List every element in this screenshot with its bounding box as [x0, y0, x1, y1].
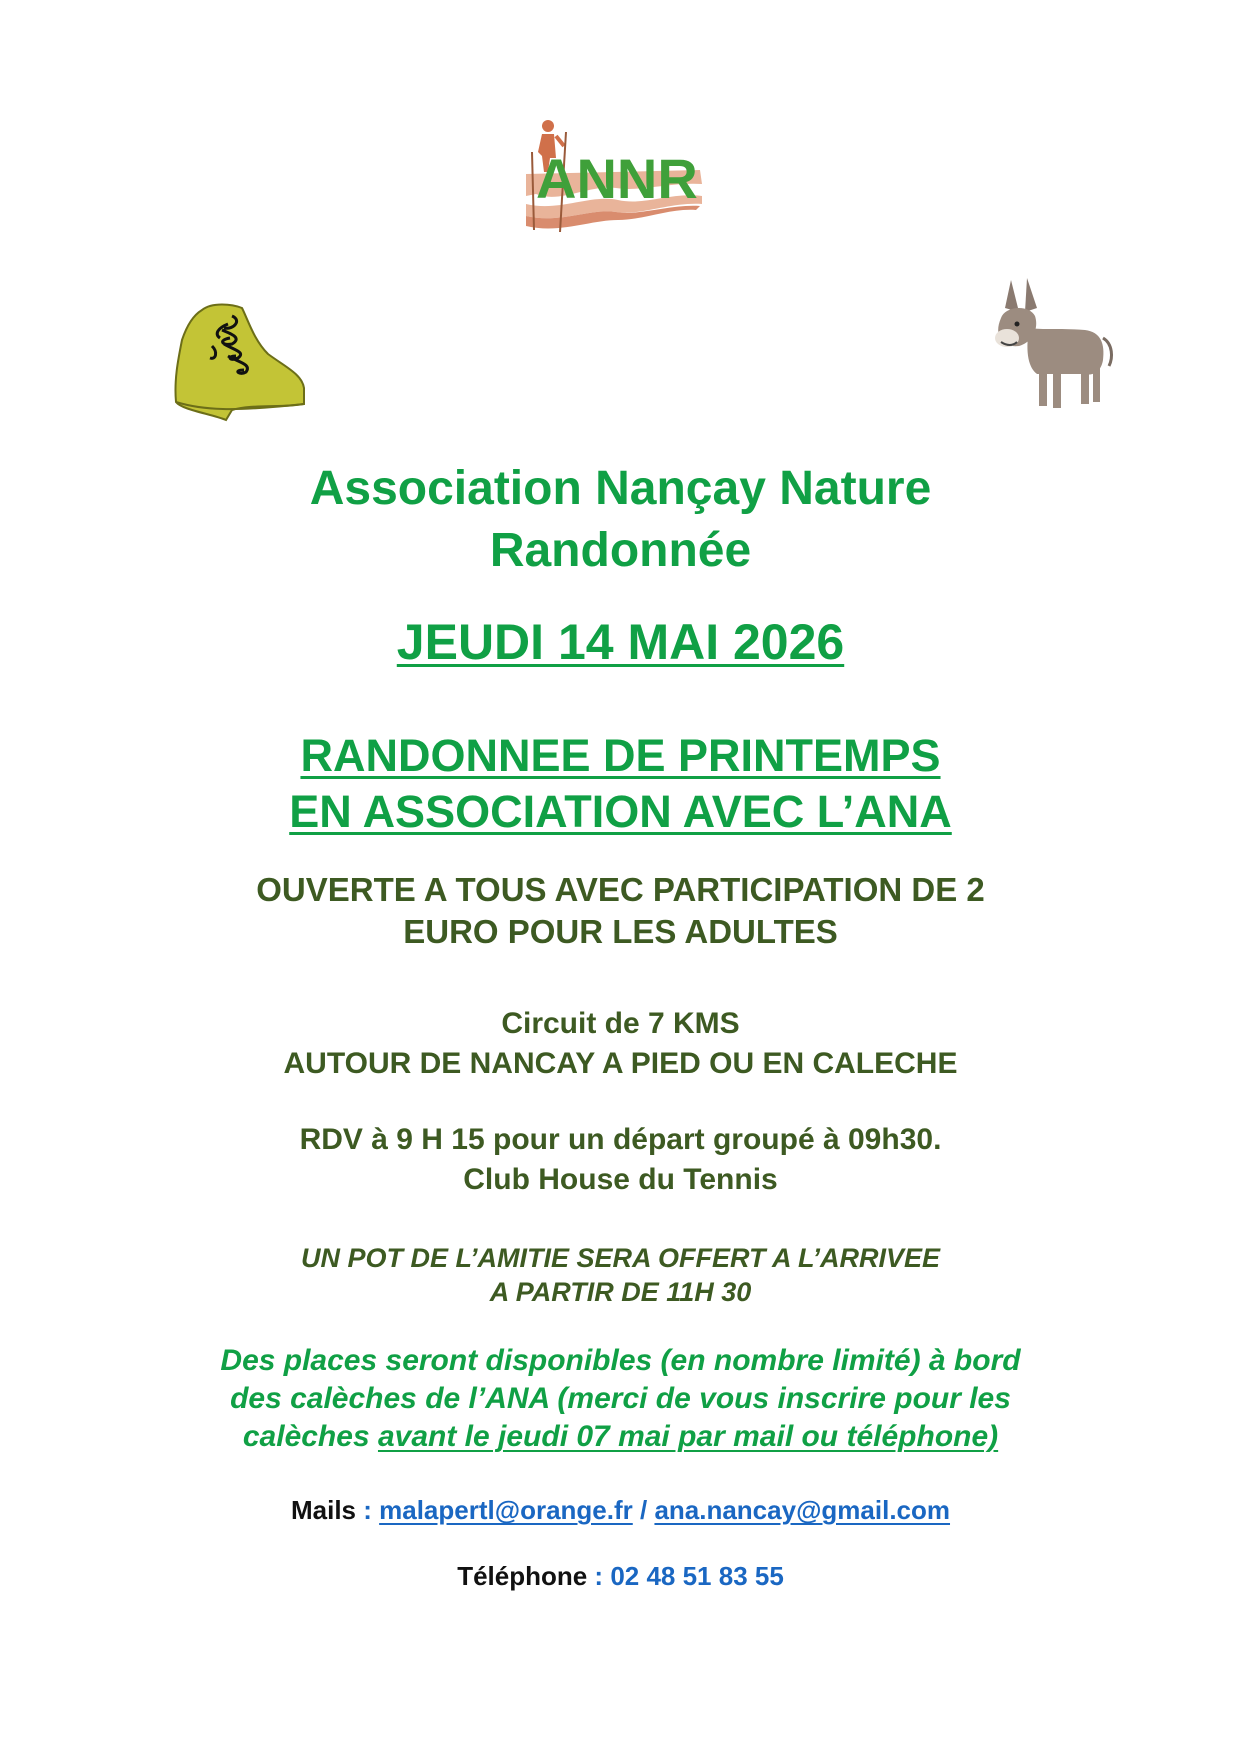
- participation-line1: OUVERTE A TOUS AVEC PARTICIPATION DE 2: [256, 871, 985, 908]
- event-date-text: JEUDI 14 MAI 2026: [396, 614, 845, 670]
- phone-number: 02 48 51 83 55: [610, 1561, 784, 1591]
- mail-link-orange[interactable]: malapertl@orange.fr: [379, 1495, 633, 1525]
- donkey-image: [985, 268, 1115, 416]
- event-title-line2-text: EN ASSOCIATION AVEC L’ANA: [289, 786, 952, 837]
- annr-logo-graphic: [520, 112, 720, 242]
- phone-colon: :: [587, 1561, 611, 1591]
- places-line3-start: calèches: [242, 1420, 378, 1453]
- event-date: [0, 612, 1241, 672]
- phone-label: Téléphone: [457, 1561, 588, 1591]
- mails-line: [0, 1493, 1241, 1527]
- mails-colon: :: [356, 1495, 380, 1525]
- places-deadline: avant le jeudi 07 mai par mail ou téléphone): [377, 1420, 999, 1453]
- event-title-line1: [0, 728, 1241, 784]
- mails-separator: /: [632, 1495, 655, 1525]
- mail-link-gmail[interactable]: ana.nancay@gmail.com: [654, 1495, 951, 1525]
- logo-text: ANNR: [536, 147, 698, 210]
- annr-logo: [520, 112, 720, 242]
- rdv-line1: RDV à 9 H 15 pour un départ groupé à 09h30.: [299, 1123, 942, 1156]
- pot-line1: UN POT DE L’AMITIE SERA OFFERT A L’ARRIVEE: [300, 1243, 941, 1273]
- places-line2: des calèches de l’ANA (merci de vous inscrire pour les: [230, 1382, 1011, 1415]
- places-line1: Des places seront disponibles (en nombre limité) à bord: [220, 1344, 1021, 1377]
- circuit-line1: Circuit de 7 KMS: [501, 1007, 740, 1040]
- mails-label: Mails: [290, 1495, 357, 1525]
- pot-line2: A PARTIR DE 11H 30: [489, 1277, 752, 1307]
- rdv-line2: Club House du Tennis: [463, 1163, 778, 1196]
- places-line3: [0, 1418, 1241, 1456]
- participation-line2: EURO POUR LES ADULTES: [403, 913, 838, 950]
- phone-line: [0, 1559, 1241, 1593]
- hiking-boot-image: [172, 300, 312, 424]
- event-title-line1-text: RANDONNEE DE PRINTEMPS: [300, 730, 941, 781]
- circuit-line2: AUTOUR DE NANCAY A PIED OU EN CALECHE: [283, 1047, 958, 1080]
- association-name-line2: Randonnée: [489, 524, 752, 577]
- event-title-line2: [0, 784, 1241, 840]
- association-name-line1: Association Nançay Nature: [309, 462, 932, 515]
- donkey-graphic: [985, 268, 1115, 416]
- boot-graphic: [172, 300, 312, 424]
